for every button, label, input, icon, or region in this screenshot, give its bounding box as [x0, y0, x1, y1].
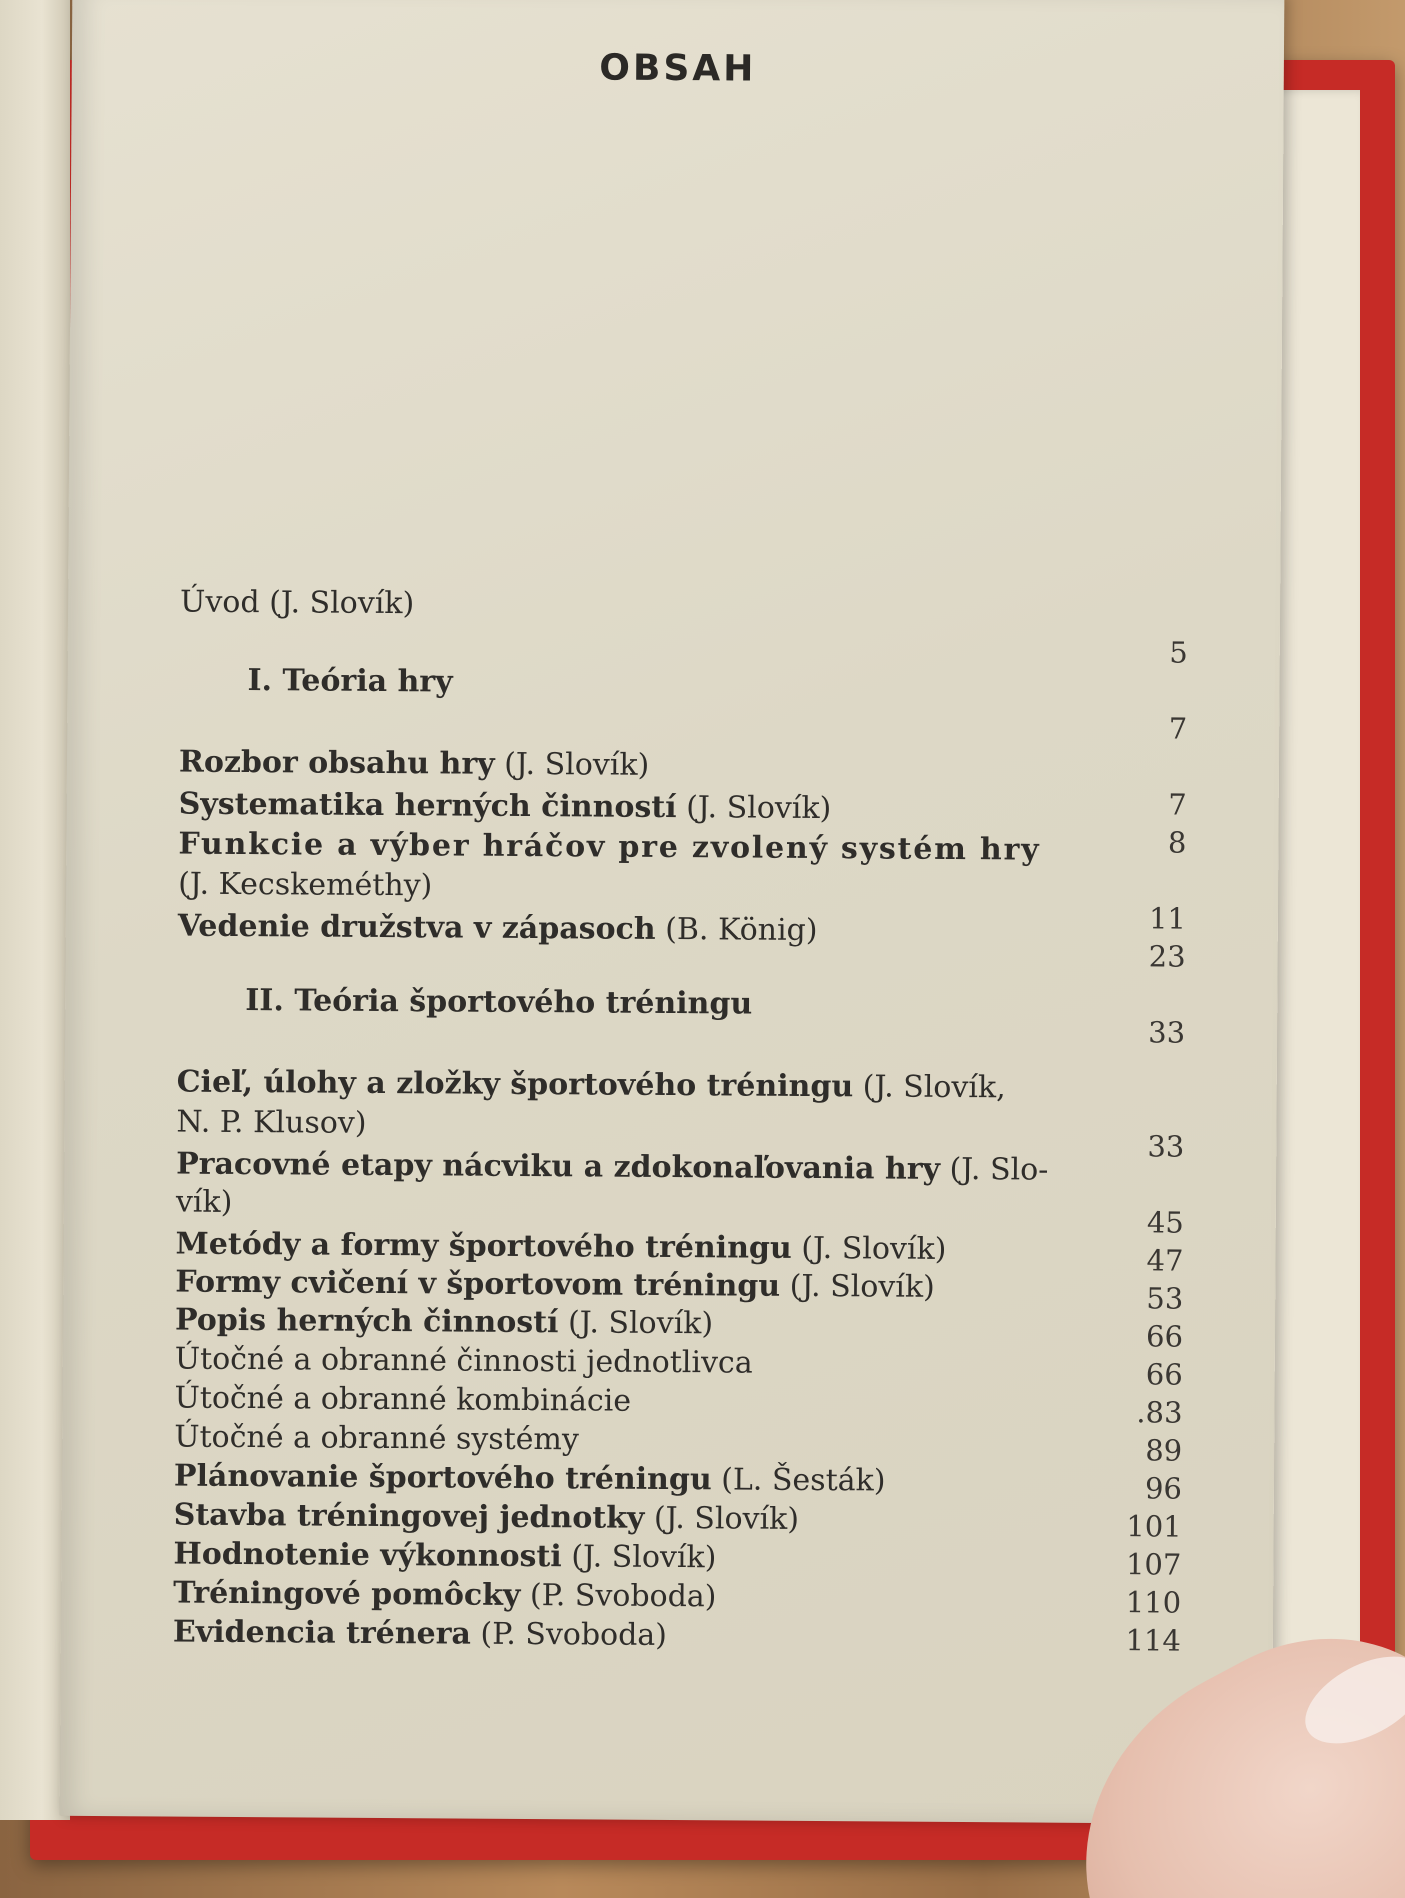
- toc-section: I. Teória hry: [247, 663, 453, 700]
- toc-entry: Tréningové pomôcky (P. Svoboda): [173, 1575, 717, 1615]
- toc-entry: Stavba tréningovej jednotky (J. Slovík): [173, 1497, 800, 1537]
- page-number: 8: [1167, 825, 1187, 860]
- page-number: 66: [1145, 1357, 1183, 1392]
- page-number: 11: [1148, 901, 1187, 936]
- page-number: 33: [1148, 1015, 1186, 1050]
- toc-subentry: Útočné a obranné systémy: [174, 1419, 579, 1458]
- toc-entry: Rozbor obsahu hry (J. Slovík): [178, 744, 650, 783]
- page-number: 110: [1125, 1585, 1182, 1620]
- contents-page: [60, 0, 1285, 1824]
- page-number: 101: [1126, 1509, 1182, 1544]
- toc-entry: N. P. Klusov): [176, 1104, 367, 1141]
- toc-entry: Cieľ, úlohy a zložky športového tréningu (J. Slovík,: [176, 1064, 1006, 1106]
- page-number: 5: [1169, 635, 1188, 670]
- page-number: 23: [1148, 939, 1186, 974]
- page-number: 96: [1144, 1471, 1183, 1506]
- toc-entry: Hodnotenie výkonnosti (J. Slovík): [173, 1536, 717, 1576]
- toc-entry: Funkcie a výber hráčov pre zvolený systém hry: [178, 826, 1041, 868]
- toc-entry: Pracovné etapy nácviku a zdokonaľovania hry (J. Slo-: [176, 1146, 1049, 1188]
- toc-subentry: Útočné a obranné činnosti jednotlivca: [174, 1341, 753, 1381]
- page-number: .83: [1136, 1395, 1183, 1430]
- page-number: 33: [1147, 1129, 1185, 1164]
- toc-entry: Metódy a formy športového tréningu (J. Slovík): [175, 1226, 947, 1267]
- toc-entry: (J. Kecskeméthy): [178, 866, 433, 904]
- toc-entry: Formy cvičení v športovom tréningu (J. Slovík): [175, 1264, 935, 1305]
- toc-subentry: Útočné a obranné kombinácie: [174, 1380, 632, 1419]
- toc-section: II. Teória športového tréningu: [245, 983, 753, 1022]
- page-number: 114: [1125, 1623, 1181, 1658]
- toc-entry: vík): [175, 1184, 233, 1220]
- page-number: 47: [1146, 1243, 1184, 1278]
- toc-entry: Systematika herných činností (J. Slovík): [178, 786, 832, 827]
- toc-entry: Plánovanie športového tréningu (L. Šesták): [173, 1458, 886, 1499]
- page-number: 53: [1146, 1281, 1184, 1316]
- page-number: 107: [1125, 1547, 1182, 1582]
- contents-heading: OBSAH: [599, 47, 757, 90]
- toc-entry: Evidencia trénera (P. Svoboda): [172, 1614, 668, 1653]
- page-number: 7: [1168, 787, 1187, 822]
- toc-entry: Úvod (J. Slovík): [179, 584, 415, 622]
- toc-entry: Popis herných činností (J. Slovík): [174, 1302, 714, 1342]
- page-number: 89: [1145, 1433, 1183, 1468]
- toc-entry: Vedenie družstva v zápasoch (B. König): [177, 908, 818, 949]
- page-number: 45: [1146, 1205, 1184, 1240]
- page-number: 7: [1168, 711, 1188, 746]
- page-number: 66: [1145, 1319, 1184, 1354]
- left-page: [0, 0, 70, 1820]
